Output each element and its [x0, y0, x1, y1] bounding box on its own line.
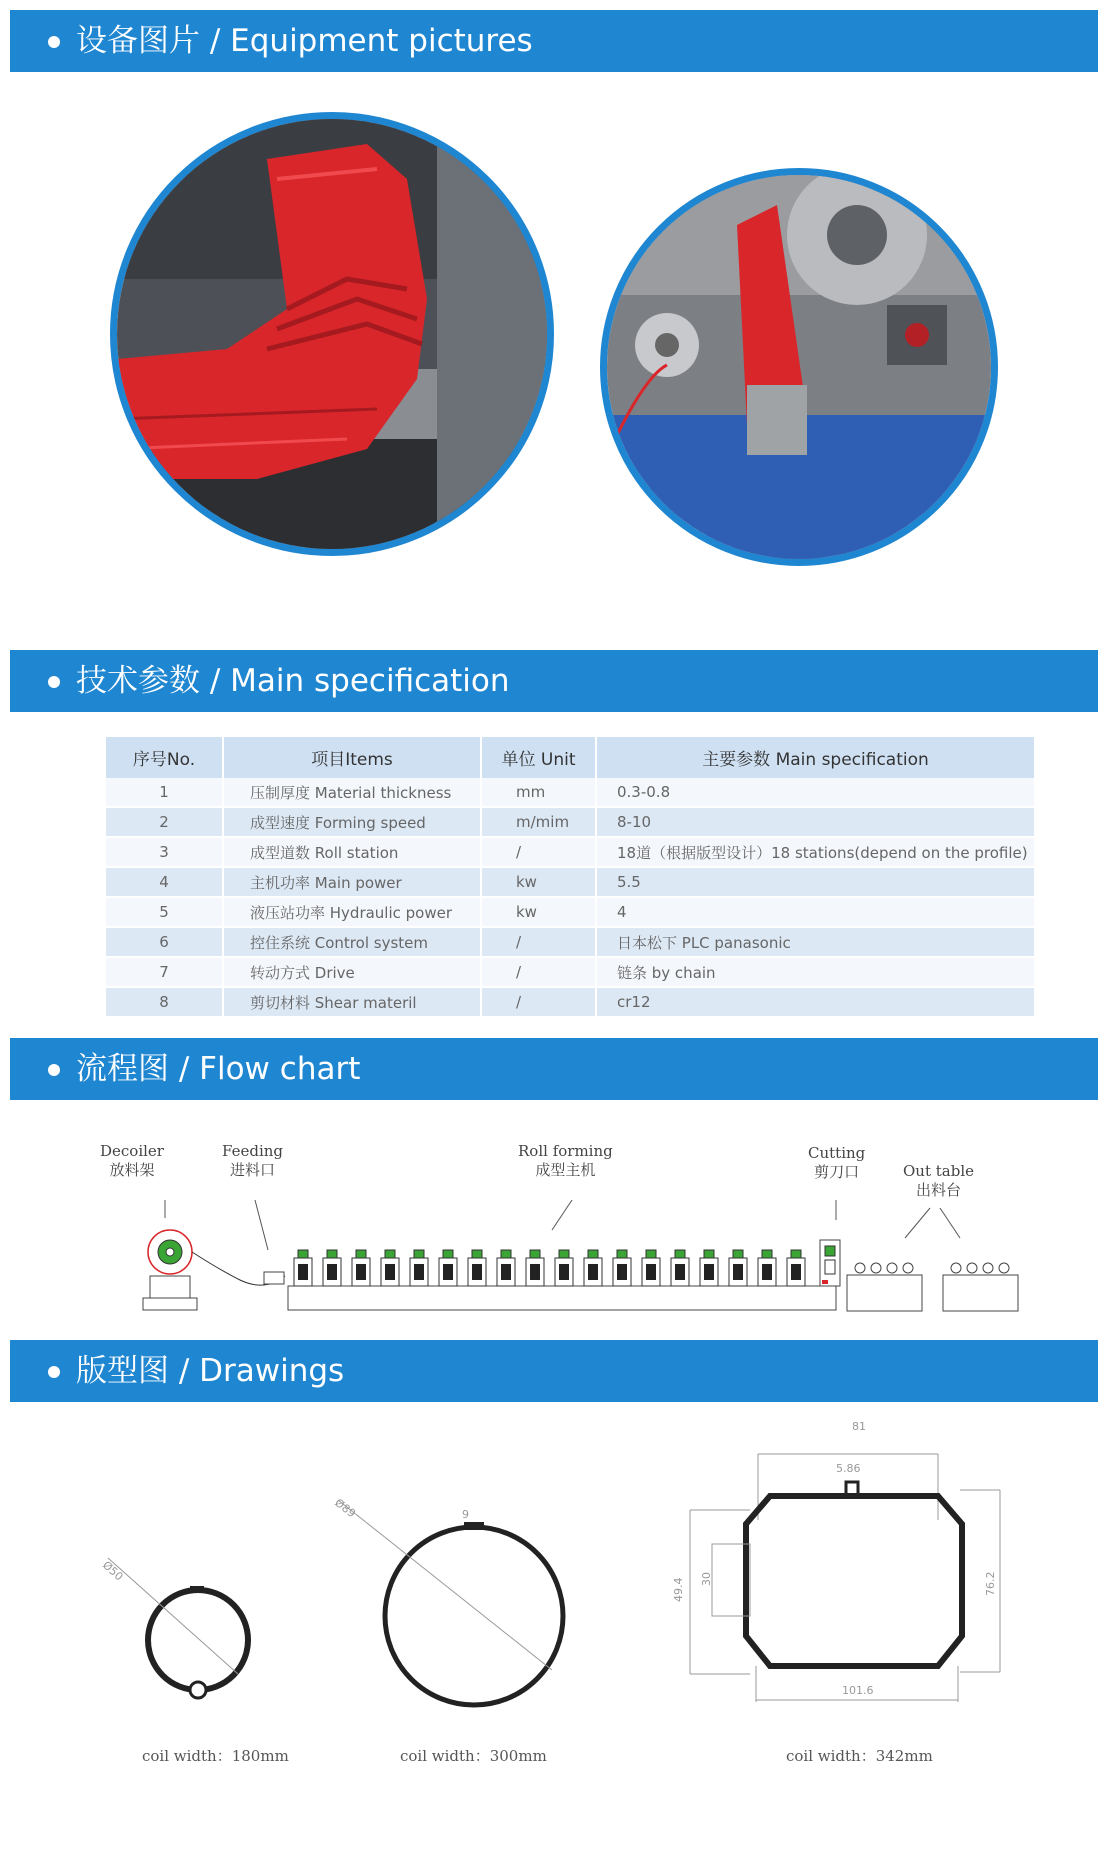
table-row [106, 987, 1035, 1017]
roll-forming-base [288, 1286, 836, 1310]
dim-label-top: 81 [852, 1420, 866, 1433]
cell-no: 7 [106, 957, 223, 987]
header-spec: 主要参数 Main specification [596, 737, 1035, 778]
dim-label-slot: 5.86 [836, 1462, 861, 1475]
label-en: Feeding [222, 1142, 284, 1160]
table-header-row [106, 737, 1035, 778]
profile-drawings [0, 1410, 1108, 1750]
roll-station [555, 1250, 573, 1286]
profile-large-round-icon [332, 1496, 563, 1705]
roll-station [439, 1250, 457, 1286]
cell-spec: cr12 [596, 987, 1035, 1017]
label-en: Decoiler [100, 1142, 164, 1160]
label-cn: 进料口 [230, 1161, 276, 1179]
cell-item: 主机功率 Main power [223, 867, 481, 897]
cell-unit: / [481, 927, 596, 957]
dim-label-left-outer: 49.4 [672, 1577, 685, 1602]
section-banner-drawings [10, 1340, 1098, 1402]
roll-station [613, 1250, 631, 1286]
cell-no: 2 [106, 807, 223, 837]
leader-line-out-table-2 [940, 1208, 960, 1238]
roll-station [381, 1250, 399, 1286]
label-en: Out table [903, 1162, 975, 1180]
cell-spec: 0.3-0.8 [596, 778, 1035, 807]
leader-line-out-table-1 [905, 1208, 930, 1238]
roll-stations [294, 1250, 805, 1286]
cell-spec: 日本松下 PLC panasonic [596, 927, 1035, 957]
cell-item: 剪切材料 Shear materil [223, 987, 481, 1017]
roll-station [642, 1250, 660, 1286]
table-row [106, 837, 1035, 867]
roll-station [584, 1250, 602, 1286]
flow-label-decoiler [100, 1142, 164, 1180]
coil-width-label-2: coil width：300mm [400, 1747, 547, 1765]
cell-item: 控住系统 Control system [223, 927, 481, 957]
cell-unit: mm [481, 778, 596, 807]
bullet-icon [48, 36, 60, 48]
dim-label-d2b: 9 [462, 1508, 469, 1521]
table-row [106, 957, 1035, 987]
cutting-unit-icon [820, 1240, 840, 1286]
cell-no: 8 [106, 987, 223, 1017]
spec-table [106, 737, 1036, 1018]
section-title: 版型图 / Drawings [76, 1353, 345, 1389]
cell-item: 成型道数 Roll station [223, 837, 481, 867]
table-row [106, 897, 1035, 927]
roll-station [671, 1250, 689, 1286]
leader-line-roll-forming [552, 1200, 572, 1230]
bullet-icon [48, 1064, 60, 1076]
cell-item: 成型速度 Forming speed [223, 807, 481, 837]
roll-station [410, 1250, 428, 1286]
table-row [106, 927, 1035, 957]
header-items: 项目Items [223, 737, 481, 778]
out-table-1-icon [847, 1263, 922, 1311]
profile-small-round-icon [100, 1558, 248, 1698]
label-cn: 放料架 [109, 1161, 155, 1179]
dim-label-d1: Ø50 [99, 1558, 126, 1584]
cell-no: 4 [106, 867, 223, 897]
cell-unit: / [481, 987, 596, 1017]
bullet-icon [48, 676, 60, 688]
dim-label-bottom: 101.6 [842, 1684, 874, 1697]
cell-spec: 5.5 [596, 867, 1035, 897]
cell-spec: 链条 by chain [596, 957, 1035, 987]
roll-station [526, 1250, 544, 1286]
cell-no: 3 [106, 837, 223, 867]
bullet-icon [48, 1366, 60, 1378]
decoiler-icon [143, 1230, 197, 1310]
roll-station [294, 1250, 312, 1286]
section-banner-pictures [10, 10, 1098, 72]
roll-station [352, 1250, 370, 1286]
section-title: 技术参数 / Main specification [76, 663, 510, 699]
label-cn: 成型主机 [535, 1161, 596, 1179]
cell-spec: 8-10 [596, 807, 1035, 837]
cell-no: 5 [106, 897, 223, 927]
coil-width-label-1: coil width：180mm [142, 1747, 289, 1765]
flow-chart-diagram [0, 1180, 1108, 1320]
roll-station [787, 1250, 805, 1286]
feeding-guide-icon [264, 1272, 284, 1284]
leader-line-feeding [255, 1200, 268, 1250]
header-no: 序号No. [106, 737, 223, 778]
label-en: Cutting [808, 1144, 866, 1162]
cell-spec: 4 [596, 897, 1035, 927]
roll-station [700, 1250, 718, 1286]
profile-rectangular-icon [672, 1420, 1000, 1702]
section-banner-spec [10, 650, 1098, 712]
dim-label-left-inner: 30 [700, 1572, 713, 1586]
flow-label-cutting [808, 1144, 865, 1182]
dim-label-d2: Ø89 [332, 1496, 359, 1521]
roll-station [729, 1250, 747, 1286]
cell-item: 压制厚度 Material thickness [223, 778, 481, 807]
dim-label-right: 76.2 [984, 1571, 997, 1596]
table-row [106, 807, 1035, 837]
cell-no: 6 [106, 927, 223, 957]
coil-width-label-3: coil width：342mm [786, 1747, 933, 1765]
cell-no: 1 [106, 778, 223, 807]
flow-label-roll-forming [518, 1142, 613, 1180]
cell-unit: / [481, 837, 596, 867]
roll-station [497, 1250, 515, 1286]
section-title: 设备图片 / Equipment pictures [76, 23, 533, 59]
label-en: Roll forming [518, 1142, 613, 1160]
cell-spec: 18道（根据版型设计）18 stations(depend on the profile) [596, 837, 1035, 867]
flow-label-feeding [222, 1142, 283, 1180]
equipment-photo-bent-pipe [110, 112, 554, 556]
out-table-2-icon [943, 1263, 1018, 1311]
cell-unit: / [481, 957, 596, 987]
cell-unit: kw [481, 867, 596, 897]
table-row [106, 867, 1035, 897]
header-unit: 单位 Unit [481, 737, 596, 778]
cell-item: 转动方式 Drive [223, 957, 481, 987]
equipment-photo-cutting [600, 168, 998, 566]
table-row [106, 778, 1035, 807]
cell-item: 液压站功率 Hydraulic power [223, 897, 481, 927]
section-title: 流程图 / Flow chart [76, 1051, 361, 1087]
cell-unit: m/mim [481, 807, 596, 837]
label-cn: 出料台 [916, 1181, 962, 1199]
section-banner-flow [10, 1038, 1098, 1100]
label-cn: 剪刀口 [814, 1163, 860, 1181]
roll-station [758, 1250, 776, 1286]
roll-station [468, 1250, 486, 1286]
cell-unit: kw [481, 897, 596, 927]
roll-station [323, 1250, 341, 1286]
